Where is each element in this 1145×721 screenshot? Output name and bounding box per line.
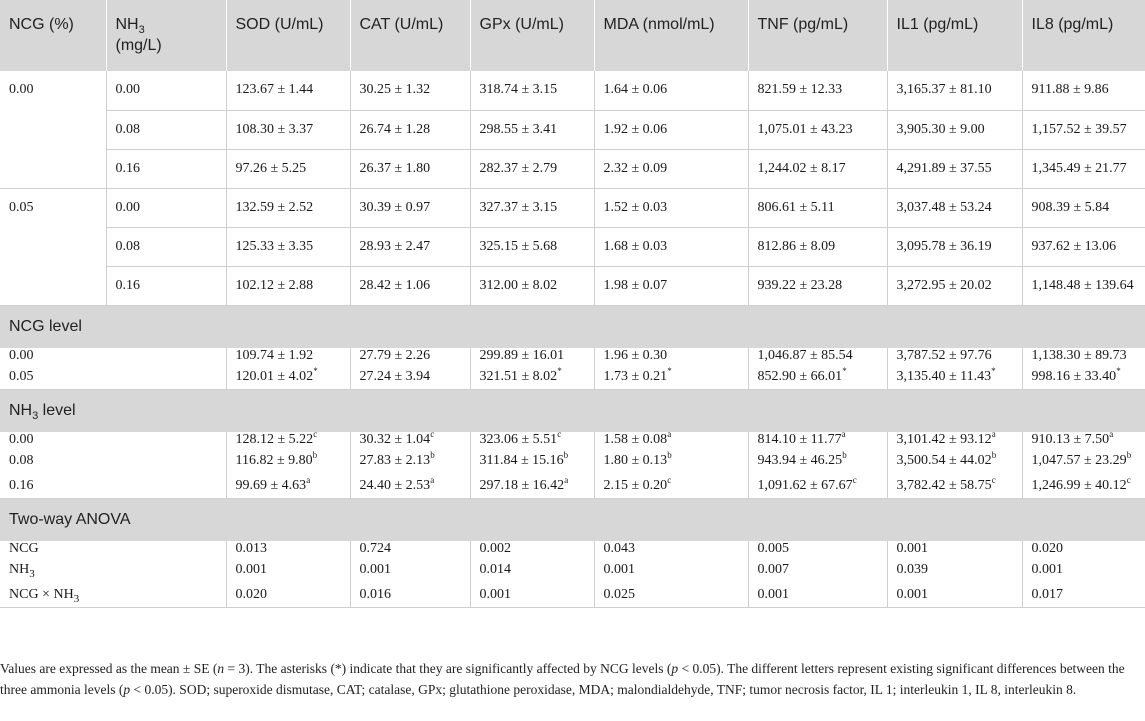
il1-cell: 3,095.78 ± 36.19	[887, 227, 1022, 266]
section-title: $NH_3$ level	[0, 389, 1145, 432]
section-header-anova	[0, 498, 1145, 541]
il8-cell: 1,246.99 ± 40.12$^c$	[1022, 474, 1145, 499]
header-gpx: GPx (U/mL)	[470, 0, 594, 71]
il8-cell: 1,148.48 ± 139.64	[1022, 266, 1145, 305]
row-label: 0.16	[0, 474, 226, 499]
tnf-cell: 943.94 ± 46.25$^b$	[748, 449, 887, 474]
section-header-ncg-level	[0, 305, 1145, 348]
mda-cell: 1.96 ± 0.30	[594, 348, 748, 365]
tnf-cell: 0.001	[748, 583, 887, 608]
table-row	[0, 110, 1145, 149]
sod-cell: 0.013	[226, 541, 350, 558]
sod-cell: 128.12 ± 5.22$^c$	[226, 432, 350, 449]
gpx-cell: 321.51 ± 8.02*	[470, 365, 594, 390]
header-nh3-unit: (mg/L)	[115, 37, 162, 54]
il8-cell: 910.13 ± 7.50$^a$	[1031, 431, 1114, 447]
sod-cell: 120.01 ± 4.02*	[226, 365, 350, 390]
mda-cell: 2.15 ± 0.20$^c$	[594, 474, 748, 499]
il1-cell: 3,787.52 ± 97.76	[887, 348, 1022, 365]
header-sod: SOD (U/mL)	[226, 0, 350, 71]
il1-cell: 3,905.30 ± 9.00	[887, 110, 1022, 149]
mda-cell: 0.025	[594, 583, 748, 608]
il1-cell: 3,165.37 ± 81.10	[887, 71, 1022, 110]
gpx-cell: 312.00 ± 8.02	[470, 266, 594, 305]
mda-cell: 1.58 ± 0.08$^a$	[594, 432, 748, 449]
table-row	[0, 449, 1145, 474]
cat-cell: 26.74 ± 1.28	[350, 110, 470, 149]
il8-cell: 911.88 ± 9.86	[1022, 71, 1145, 110]
cat-cell: 26.37 ± 1.80	[350, 149, 470, 188]
tnf-cell: 814.10 ± 11.77$^a$	[748, 432, 887, 449]
il1-cell: 3,500.54 ± 44.02$^b$	[887, 449, 1022, 474]
cat-cell: 27.83 ± 2.13$^b$	[350, 449, 470, 474]
mda-cell: 0.043	[594, 541, 748, 558]
header-il8: IL8 (pg/mL)	[1022, 0, 1145, 71]
nh3-cell: 0.00	[106, 188, 226, 227]
header-tnf: TNF (pg/mL)	[748, 0, 887, 71]
tnf-cell: 812.86 ± 8.09	[748, 227, 887, 266]
il1-cell: 0.001	[887, 583, 1022, 608]
table-row	[0, 583, 1145, 608]
tnf-cell: 806.61 ± 5.11	[748, 188, 887, 227]
il8-cell: 1,047.57 ± 23.29$^b$	[1031, 450, 1132, 468]
il1-cell: 3,782.42 ± 58.75$^c$	[887, 474, 1022, 499]
tnf-cell: 852.90 ± 66.01*	[748, 365, 887, 390]
header-mda: MDA (nmol/mL)	[594, 0, 748, 71]
cat-cell: 28.93 ± 2.47	[350, 227, 470, 266]
section-title: NCG level	[0, 305, 1145, 348]
row-label: NCG	[0, 541, 226, 558]
sod-cell: 99.69 ± 4.63$^a$	[226, 474, 350, 499]
gpx-cell: 299.89 ± 16.01	[470, 348, 594, 365]
sod-cell: 109.74 ± 1.92	[226, 348, 350, 365]
tnf-cell: 939.22 ± 23.28	[748, 266, 887, 305]
mda-cell: 2.32 ± 0.09	[594, 149, 748, 188]
gpx-cell: 318.74 ± 3.15	[470, 71, 594, 110]
table-row	[0, 149, 1145, 188]
tnf-cell: 821.59 ± 12.33	[748, 71, 887, 110]
il1-cell: 0.039	[887, 558, 1022, 583]
section-title: Two-way ANOVA	[0, 498, 1145, 541]
gpx-cell: 297.18 ± 16.42$^a$	[470, 474, 594, 499]
il8-cell: 0.001	[1031, 562, 1063, 577]
il8-cell: 1,138.30 ± 89.73	[1031, 348, 1127, 363]
mda-cell: 0.001	[594, 558, 748, 583]
cat-cell: 24.40 ± 2.53$^a$	[350, 474, 470, 499]
gpx-cell: 0.001	[470, 583, 594, 608]
header-nh3	[106, 0, 226, 71]
mda-cell: 1.68 ± 0.03	[594, 227, 748, 266]
il8-cell: 937.62 ± 13.06	[1022, 227, 1145, 266]
gpx-cell: 282.37 ± 2.79	[470, 149, 594, 188]
tnf-cell: 1,075.01 ± 43.23	[748, 110, 887, 149]
sod-cell: 108.30 ± 3.37	[226, 110, 350, 149]
row-label: 0.00	[0, 432, 226, 449]
cat-cell: 27.24 ± 3.94	[350, 365, 470, 390]
row-label: 0.08	[0, 449, 226, 474]
tnf-cell: 1,091.62 ± 67.67$^c$	[748, 474, 887, 499]
cat-cell: 0.001	[350, 558, 470, 583]
mda-cell: 1.73 ± 0.21*	[594, 365, 748, 390]
header-nh3-base: NH	[115, 16, 139, 33]
gpx-cell: 323.06 ± 5.51$^c$	[470, 432, 594, 449]
il8-cell: 998.16 ± 33.40*	[1022, 365, 1145, 390]
il1-cell: 0.001	[887, 541, 1022, 558]
header-row	[0, 0, 1145, 71]
row-label: NCG × $NH_3$	[0, 583, 226, 608]
header-ncg: NCG (%)	[0, 0, 106, 71]
header-il1: IL1 (pg/mL)	[887, 0, 1022, 71]
cat-cell: 27.79 ± 2.26	[350, 348, 470, 365]
gpx-cell: 327.37 ± 3.15	[470, 188, 594, 227]
il8-cell: 1,345.49 ± 21.77	[1022, 149, 1145, 188]
table-row	[0, 188, 1145, 227]
sod-cell: 132.59 ± 2.52	[226, 188, 350, 227]
nh3-cell: 0.08	[106, 227, 226, 266]
mda-cell: 1.52 ± 0.03	[594, 188, 748, 227]
sod-cell: 123.67 ± 1.44	[226, 71, 350, 110]
gpx-cell: 0.002	[470, 541, 594, 558]
nh3-cell: 0.16	[106, 266, 226, 305]
gpx-cell: 0.014	[470, 558, 594, 583]
il8-cell: 908.39 ± 5.84	[1022, 188, 1145, 227]
mda-cell: 1.64 ± 0.06	[594, 71, 748, 110]
il8-cell: 1,157.52 ± 39.57	[1022, 110, 1145, 149]
gpx-cell: 298.55 ± 3.41	[470, 110, 594, 149]
il1-cell: 3,272.95 ± 20.02	[887, 266, 1022, 305]
table-row	[0, 365, 1145, 390]
mda-cell: 1.80 ± 0.13$^b$	[594, 449, 748, 474]
table-row	[0, 541, 1145, 558]
ncg-group-label: 0.00	[0, 71, 106, 188]
cat-cell: 30.25 ± 1.32	[350, 71, 470, 110]
cat-cell: 0.016	[350, 583, 470, 608]
mda-cell: 1.98 ± 0.07	[594, 266, 748, 305]
row-label: 0.00	[0, 348, 226, 365]
sod-cell: 102.12 ± 2.88	[226, 266, 350, 305]
cat-cell: 28.42 ± 1.06	[350, 266, 470, 305]
table-row	[0, 266, 1145, 305]
sod-cell: 125.33 ± 3.35	[226, 227, 350, 266]
cat-cell: 0.724	[350, 541, 470, 558]
row-label: $NH_3$	[0, 558, 226, 583]
table-row	[0, 71, 1145, 110]
il8-cell: 0.017	[1022, 583, 1145, 608]
row-label: 0.05	[0, 365, 226, 390]
sod-cell: 0.001	[226, 558, 350, 583]
il1-cell: 3,101.42 ± 93.12$^a$	[887, 432, 1022, 449]
table-row	[0, 558, 1145, 583]
sod-cell: 97.26 ± 5.25	[226, 149, 350, 188]
tnf-cell: 0.005	[748, 541, 887, 558]
table-row	[0, 432, 1145, 449]
sod-cell: 0.020	[226, 583, 350, 608]
cat-cell: 30.39 ± 0.97	[350, 188, 470, 227]
ncg-group-label: 0.05	[0, 188, 106, 305]
tnf-cell: 1,244.02 ± 8.17	[748, 149, 887, 188]
nh3-cell: 0.08	[106, 110, 226, 149]
gpx-cell: 311.84 ± 15.16$^b$	[470, 449, 594, 474]
gpx-cell: 325.15 ± 5.68	[470, 227, 594, 266]
il1-cell: 4,291.89 ± 37.55	[887, 149, 1022, 188]
mda-cell: 1.92 ± 0.06	[594, 110, 748, 149]
cat-cell: 30.32 ± 1.04$^c$	[350, 432, 470, 449]
nh3-cell: 0.16	[106, 149, 226, 188]
tnf-cell: 0.007	[748, 558, 887, 583]
il8-cell: 0.020	[1031, 541, 1063, 556]
header-nh3-sub: 3	[138, 24, 145, 36]
table-row	[0, 348, 1145, 365]
table-row	[0, 227, 1145, 266]
section-header-nh3-level	[0, 389, 1145, 432]
il1-cell: 3,135.40 ± 11.43*	[887, 365, 1022, 390]
sod-cell: 116.82 ± 9.80$^b$	[226, 449, 350, 474]
table-row	[0, 474, 1145, 499]
header-cat: CAT (U/mL)	[350, 0, 470, 71]
table-footnote: Values are expressed as the mean ± SE (n = 3). The asterisks (*) indicate that they are significantly affected by NCG levels (p < 0.05). The different letters represent existing significant differences between the three ammonia levels (p < 0.05). SOD; superoxide dismutase, CAT; catalase, GPx; glutathione peroxidase, MDA; malondialdehyde, TNF; tumor necrosis factor, IL 1; interleukin 1, IL 8, interleukin 8.	[0, 661, 1125, 697]
nh3-cell: 0.00	[106, 71, 226, 110]
il1-cell: 3,037.48 ± 53.24	[887, 188, 1022, 227]
tnf-cell: 1,046.87 ± 85.54	[748, 348, 887, 365]
